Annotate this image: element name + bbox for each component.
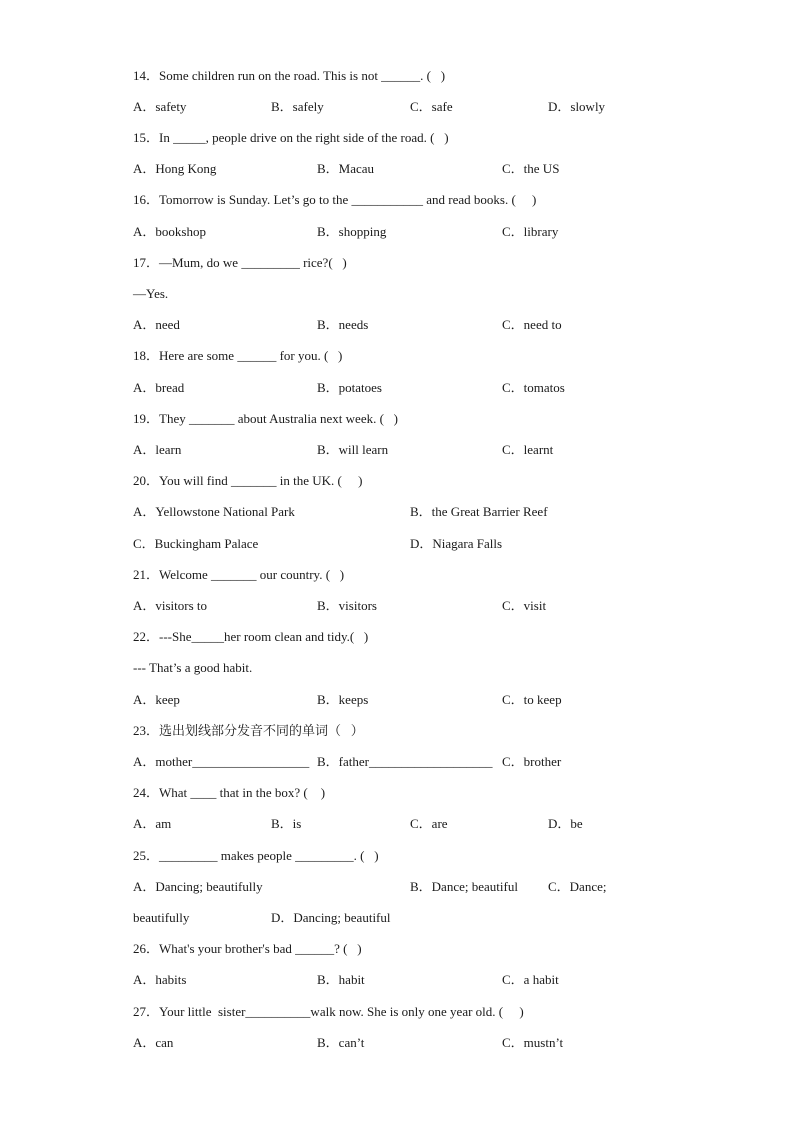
option-19-c[interactable]: C．learnt <box>502 442 554 457</box>
option-25-c-continued: beautifully <box>133 910 190 925</box>
question-23: 23．选出划线部分发音不同的单词（ ） <box>133 723 364 738</box>
option-15-c[interactable]: C．the US <box>502 161 560 176</box>
option-17-a[interactable]: A．need <box>133 317 180 332</box>
option-24-b[interactable]: B．is <box>271 816 302 831</box>
question-19: 19．They _______ about Australia next week. ( ) <box>133 411 398 426</box>
option-14-d[interactable]: D．slowly <box>548 99 606 114</box>
option-27-b[interactable]: B．can’t <box>317 1035 365 1050</box>
question-16: 16．Tomorrow is Sunday. Let’s go to the ___________ and read books. ( ) <box>133 192 537 207</box>
question-14: 14．Some children run on the road. This is not ______. ( ) <box>133 68 446 83</box>
option-25-b[interactable]: B．Dance; beautiful <box>410 879 518 894</box>
option-21-c[interactable]: C．visit <box>502 598 547 613</box>
option-22-a[interactable]: A．keep <box>133 692 180 707</box>
option-19-b[interactable]: B．will learn <box>317 442 389 457</box>
option-16-c[interactable]: C．library <box>502 224 559 239</box>
option-14-c[interactable]: C．safe <box>410 99 453 114</box>
option-26-c[interactable]: C．a habit <box>502 972 559 987</box>
option-20-a[interactable]: A．Yellowstone National Park <box>133 504 295 519</box>
question-26: 26．What's your brother's bad ______? ( ) <box>133 941 362 956</box>
option-21-b[interactable]: B．visitors <box>317 598 377 613</box>
option-18-c[interactable]: C．tomatos <box>502 380 565 395</box>
option-22-c[interactable]: C．to keep <box>502 692 562 707</box>
option-27-c[interactable]: C．mustn’t <box>502 1035 564 1050</box>
question-20: 20．You will find _______ in the UK. ( ) <box>133 473 363 488</box>
option-25-a[interactable]: A．Dancing; beautifully <box>133 879 263 894</box>
option-14-b[interactable]: B．safely <box>271 99 324 114</box>
option-18-a[interactable]: A．bread <box>133 380 185 395</box>
question-24: 24．What ____ that in the box? ( ) <box>133 785 326 800</box>
question-17: 17．—Mum, do we _________ rice?( ) <box>133 255 347 270</box>
option-23-a[interactable]: A．mother__________________ <box>133 754 310 769</box>
option-23-c[interactable]: C．brother <box>502 754 562 769</box>
option-21-a[interactable]: A．visitors to <box>133 598 208 613</box>
option-20-b[interactable]: B．the Great Barrier Reef <box>410 504 548 519</box>
option-26-b[interactable]: B．habit <box>317 972 365 987</box>
option-26-a[interactable]: A．habits <box>133 972 187 987</box>
question-25: 25．_________ makes people _________. ( ) <box>133 848 379 863</box>
dialogue-reply-17: —Yes. <box>133 286 169 301</box>
option-16-a[interactable]: A．bookshop <box>133 224 206 239</box>
option-27-a[interactable]: A．can <box>133 1035 174 1050</box>
question-27: 27．Your little sister__________walk now. She is only one year old. ( ) <box>133 1004 524 1019</box>
option-17-b[interactable]: B．needs <box>317 317 369 332</box>
question-21: 21．Welcome _______ our country. ( ) <box>133 567 345 582</box>
option-16-b[interactable]: B．shopping <box>317 224 387 239</box>
option-20-d[interactable]: D．Niagara Falls <box>410 536 503 551</box>
option-15-b[interactable]: B．Macau <box>317 161 375 176</box>
option-15-a[interactable]: A．Hong Kong <box>133 161 217 176</box>
option-25-d[interactable]: D．Dancing; beautiful <box>271 910 391 925</box>
option-20-c[interactable]: C．Buckingham Palace <box>133 536 259 551</box>
option-24-c[interactable]: C．are <box>410 816 448 831</box>
option-18-b[interactable]: B．potatoes <box>317 380 382 395</box>
option-25-c[interactable]: C．Dance; <box>548 879 607 894</box>
option-17-c[interactable]: C．need to <box>502 317 562 332</box>
option-22-b[interactable]: B．keeps <box>317 692 369 707</box>
option-24-a[interactable]: A．am <box>133 816 172 831</box>
question-22: 22．---She_____her room clean and tidy.( ) <box>133 629 369 644</box>
option-24-d[interactable]: D．be <box>548 816 583 831</box>
dialogue-reply-22: --- That’s a good habit. <box>133 660 253 675</box>
option-19-a[interactable]: A．learn <box>133 442 182 457</box>
option-23-b[interactable]: B．father___________________ <box>317 754 493 769</box>
question-18: 18．Here are some ______ for you. ( ) <box>133 348 343 363</box>
option-14-a[interactable]: A．safety <box>133 99 187 114</box>
question-15: 15．In _____, people drive on the right side of the road. ( ) <box>133 130 449 145</box>
